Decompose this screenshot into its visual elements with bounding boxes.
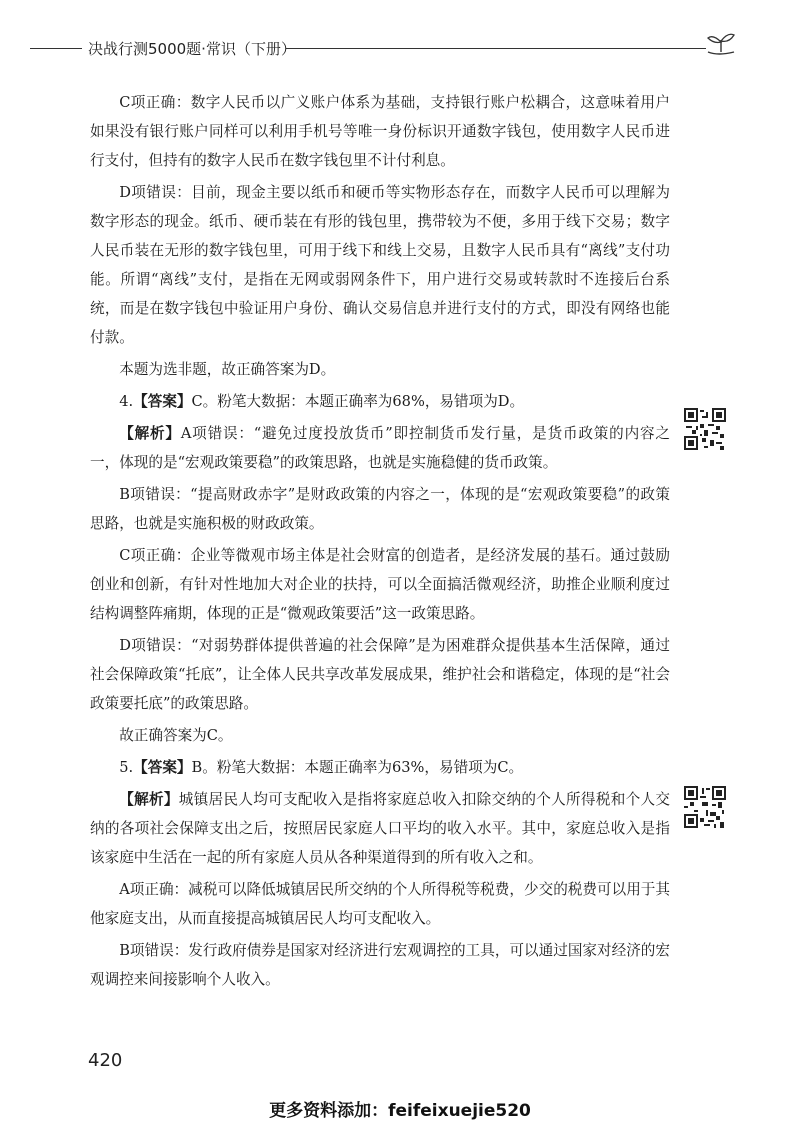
q4-analysis-text: A项错误：“避免过度投放货币”即控制货币发行量，是货币政策的内容之一，体现的是“宏观政策要稳”的政策思路，也就是实施稳健的货币政策。	[90, 425, 670, 471]
qr-code-icon[interactable]	[684, 408, 726, 450]
q4-answer	[90, 387, 670, 416]
q5-answer	[90, 753, 670, 782]
q4-option-b: B项错误：“提高财政赤字”是财政政策的内容之一，体现的是“宏观政策要稳”的政策思路，也就是实施积极的财政政策。	[90, 486, 670, 532]
q5-analysis-tag: 【解析】	[119, 791, 179, 808]
q4-conclusion: 故正确答案为C。	[119, 727, 233, 744]
header-rule-left	[30, 48, 82, 49]
main-content	[90, 88, 670, 997]
q4-option-d: D项错误：“对弱势群体提供普遍的社会保障”是为困难群众提供基本生活保障，通过社会保障政策“托底”，让全体人民共享改革发展成果，维护社会和谐稳定，体现的是“社会政策要托底”的政策思路。	[90, 637, 670, 712]
q5-number: 5.	[119, 759, 134, 776]
qr-code-icon[interactable]	[684, 786, 726, 828]
paragraph-q3-conclusion: 本题为选非题，故正确答案为D。	[119, 361, 336, 378]
q4-option-c: C项正确：企业等微观市场主体是社会财富的创造者，是经济发展的基石。通过鼓励创业和创新，有针对性地加大对企业的扶持，可以全面搞活微观经济，助推企业顺利度过结构调整阵痛期，体现的正是“微观政策要活”这一政策思路。	[90, 547, 670, 622]
page-number: 420	[88, 1050, 123, 1071]
q4-analysis-tag: 【解析】	[119, 425, 181, 442]
q5-option-a: A项正确：减税可以降低城镇居民所交纳的个人所得税等税费，少交的税费可以用于其他家庭支出，从而直接提高城镇居民人均可支配收入。	[90, 881, 670, 927]
q4-number: 4.	[119, 393, 134, 410]
header-rule-right	[286, 48, 706, 49]
paragraph-c-option: C项正确：数字人民币以广义账户体系为基础，支持银行账户松耦合，这意味着用户如果没有银行账户同样可以利用手机号等唯一身份标识开通数字钱包，使用数字人民币进行支付，但持有的数字人民币在数字钱包里不计付利息。	[90, 94, 670, 169]
q4-answer-text: C。粉笔大数据：本题正确率为68%，易错项为D。	[191, 393, 525, 410]
footer-note	[0, 1096, 800, 1121]
footer-label: 更多资料添加：	[269, 1101, 389, 1121]
q5-analysis-text: 城镇居民人均可支配收入是指将家庭总收入扣除交纳的个人所得税和个人交纳的各项社会保障支出之后，按照居民家庭人口平均的收入水平。其中，家庭总收入是指该家庭中生活在一起的所有家庭人员从各种渠道得到的所有收入之和。	[90, 791, 670, 866]
page-header	[0, 28, 800, 68]
q5-option-b: B项错误：发行政府债券是国家对经济进行宏观调控的工具，可以通过国家对经济的宏观调控来间接影响个人收入。	[90, 942, 670, 988]
q5-answer-tag: 【答案】	[133, 759, 192, 776]
q4-answer-tag: 【答案】	[133, 393, 192, 410]
paragraph-d-option: D项错误：目前，现金主要以纸币和硬币等实物形态存在，而数字人民币可以理解为数字形态的现金。纸币、硬币装在有形的钱包里，携带较为不便，多用于线下交易；数字人民币装在无形的数字钱包里，可用于线下和线上交易，且数字人民币具有“离线”支付功能。所谓“离线”支付，是指在无网或弱网条件下，用户进行交易或转款时不连接后台系统，而是在数字钱包中验证用户身份、确认交易信息并进行支付的方式，即没有网络也能付款。	[90, 184, 670, 346]
q5-analysis	[90, 785, 670, 872]
book-title: 决战行测5000题·常识（下册）	[88, 40, 296, 58]
sprout-icon	[704, 30, 738, 60]
q5-answer-text: B。粉笔大数据：本题正确率为63%，易错项为C。	[191, 759, 524, 776]
q4-analysis	[90, 419, 670, 477]
footer-contact: feifeixuejie520	[388, 1101, 531, 1121]
